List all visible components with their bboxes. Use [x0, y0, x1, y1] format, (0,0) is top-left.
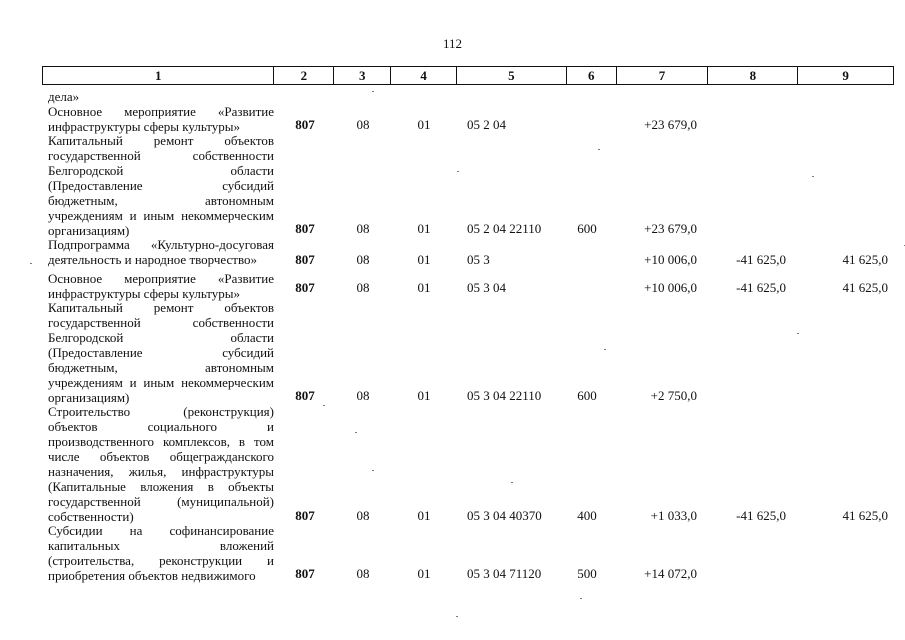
- cell-column-3: 08: [356, 388, 370, 403]
- description-line: организациям): [48, 390, 130, 405]
- row-values: [42, 117, 894, 132]
- cell-column-6: 500: [577, 566, 597, 581]
- cell-column-7: +23 679,0: [644, 117, 697, 132]
- cell-column-9: 41 625,0: [842, 280, 888, 295]
- column-header-8: 8: [708, 67, 798, 84]
- cell-column-2: 807: [295, 252, 315, 267]
- cell-column-7: +10 006,0: [644, 252, 697, 267]
- cell-column-3: 08: [356, 566, 370, 581]
- cell-column-7: +1 033,0: [650, 508, 697, 523]
- description-line: Основное мероприятие «Развитие: [48, 271, 274, 286]
- cell-column-2: 807: [295, 388, 315, 403]
- row-values: [42, 280, 894, 295]
- description-line: Субсидии на софинансирование: [48, 523, 274, 538]
- cell-column-3: 08: [356, 221, 370, 236]
- cell-column-7: +14 072,0: [644, 566, 697, 581]
- description-line: назначения, жилья, инфраструктуры: [48, 464, 274, 479]
- row-values: [42, 388, 894, 403]
- column-header-7: 7: [617, 67, 709, 84]
- description-line: государственной (муниципальной): [48, 494, 274, 509]
- description-line: Подпрограмма «Культурно-досуговая: [48, 237, 274, 252]
- cell-column-4: 01: [417, 221, 431, 236]
- cell-column-8: -41 625,0: [736, 508, 786, 523]
- description-line: приобретения объектов недвижимого: [48, 568, 256, 583]
- description-line: государственной собственности: [48, 315, 274, 330]
- description-line: (строительства, реконструкции и: [48, 553, 274, 568]
- description-line: Основное мероприятие «Развитие: [48, 104, 274, 119]
- description-line: Белгородской области: [48, 163, 274, 178]
- column-header-2: 2: [274, 67, 334, 84]
- cell-column-8: -41 625,0: [736, 280, 786, 295]
- column-header-3: 3: [334, 67, 391, 84]
- description-line: государственной собственности: [48, 148, 274, 163]
- page-number: 112: [442, 36, 463, 51]
- cell-column-9: 41 625,0: [842, 252, 888, 267]
- table-header-row: [42, 66, 894, 85]
- description-line: организациям): [48, 223, 130, 238]
- description-line: (Предоставление субсидий: [48, 178, 274, 193]
- description-line: инфраструктуры сферы культуры»: [48, 119, 241, 134]
- cell-column-2: 807: [295, 508, 315, 523]
- cell-column-5: 05 2 04 22110: [467, 221, 542, 236]
- cell-column-6: 600: [577, 388, 597, 403]
- description-line: деятельность и народное творчество»: [48, 252, 257, 267]
- cell-column-6: 400: [577, 508, 597, 523]
- description-line: капитальных вложений: [48, 538, 274, 553]
- description-line: бюджетным, автономным: [48, 360, 274, 375]
- description-line: Строительство (реконструкция): [48, 404, 274, 419]
- cell-column-6: 600: [577, 221, 597, 236]
- cell-column-2: 807: [295, 280, 315, 295]
- cell-column-2: 807: [295, 221, 315, 236]
- cell-column-5: 05 3 04: [467, 280, 506, 295]
- cell-column-3: 08: [356, 117, 370, 132]
- description-line: учреждениям и иным некоммерческим: [48, 208, 274, 223]
- cell-column-3: 08: [356, 252, 370, 267]
- cell-column-3: 08: [356, 280, 370, 295]
- column-header-9: 9: [842, 68, 849, 83]
- cell-column-4: 01: [417, 508, 431, 523]
- description-line: объектов социального и: [48, 419, 274, 434]
- cell-column-7: +10 006,0: [644, 280, 697, 295]
- column-header-5: 5: [457, 67, 567, 84]
- cell-column-5: 05 3 04 71120: [467, 566, 542, 581]
- cell-column-2: 807: [295, 117, 315, 132]
- row-values: [42, 252, 894, 267]
- cell-column-8: -41 625,0: [736, 252, 786, 267]
- row-values: [42, 221, 894, 236]
- description-line: Белгородской области: [48, 330, 274, 345]
- row-description: [48, 89, 274, 104]
- column-header-1: 1: [43, 67, 274, 84]
- description-line: бюджетным, автономным: [48, 193, 274, 208]
- row-values: [42, 566, 894, 581]
- cell-column-4: 01: [417, 388, 431, 403]
- description-line: числе объектов общегражданского: [48, 449, 274, 464]
- cell-column-4: 01: [417, 566, 431, 581]
- description-line: производственного комплексов, в том: [48, 434, 274, 449]
- description-line: (Капитальные вложения в объекты: [48, 479, 274, 494]
- description-line: собственности): [48, 509, 134, 524]
- row-values: [42, 508, 894, 523]
- description-line: инфраструктуры сферы культуры»: [48, 286, 241, 301]
- description-line: Капитальный ремонт объектов: [48, 133, 274, 148]
- description-line: дела»: [48, 89, 80, 104]
- cell-column-9: 41 625,0: [842, 508, 888, 523]
- description-line: Капитальный ремонт объектов: [48, 300, 274, 315]
- cell-column-5: 05 3: [467, 252, 490, 267]
- cell-column-5: 05 3 04 40370: [467, 508, 542, 523]
- column-header-4: 4: [391, 67, 457, 84]
- cell-column-5: 05 2 04: [467, 117, 506, 132]
- description-line: учреждениям и иным некоммерческим: [48, 375, 274, 390]
- cell-column-7: +2 750,0: [650, 388, 697, 403]
- cell-column-4: 01: [417, 280, 431, 295]
- row-description: [48, 404, 274, 524]
- description-line: (Предоставление субсидий: [48, 345, 274, 360]
- column-header-6: 6: [567, 67, 617, 84]
- cell-column-4: 01: [417, 252, 431, 267]
- cell-column-4: 01: [417, 117, 431, 132]
- cell-column-7: +23 679,0: [644, 221, 697, 236]
- cell-column-5: 05 3 04 22110: [467, 388, 542, 403]
- cell-column-2: 807: [295, 566, 315, 581]
- cell-column-3: 08: [356, 508, 370, 523]
